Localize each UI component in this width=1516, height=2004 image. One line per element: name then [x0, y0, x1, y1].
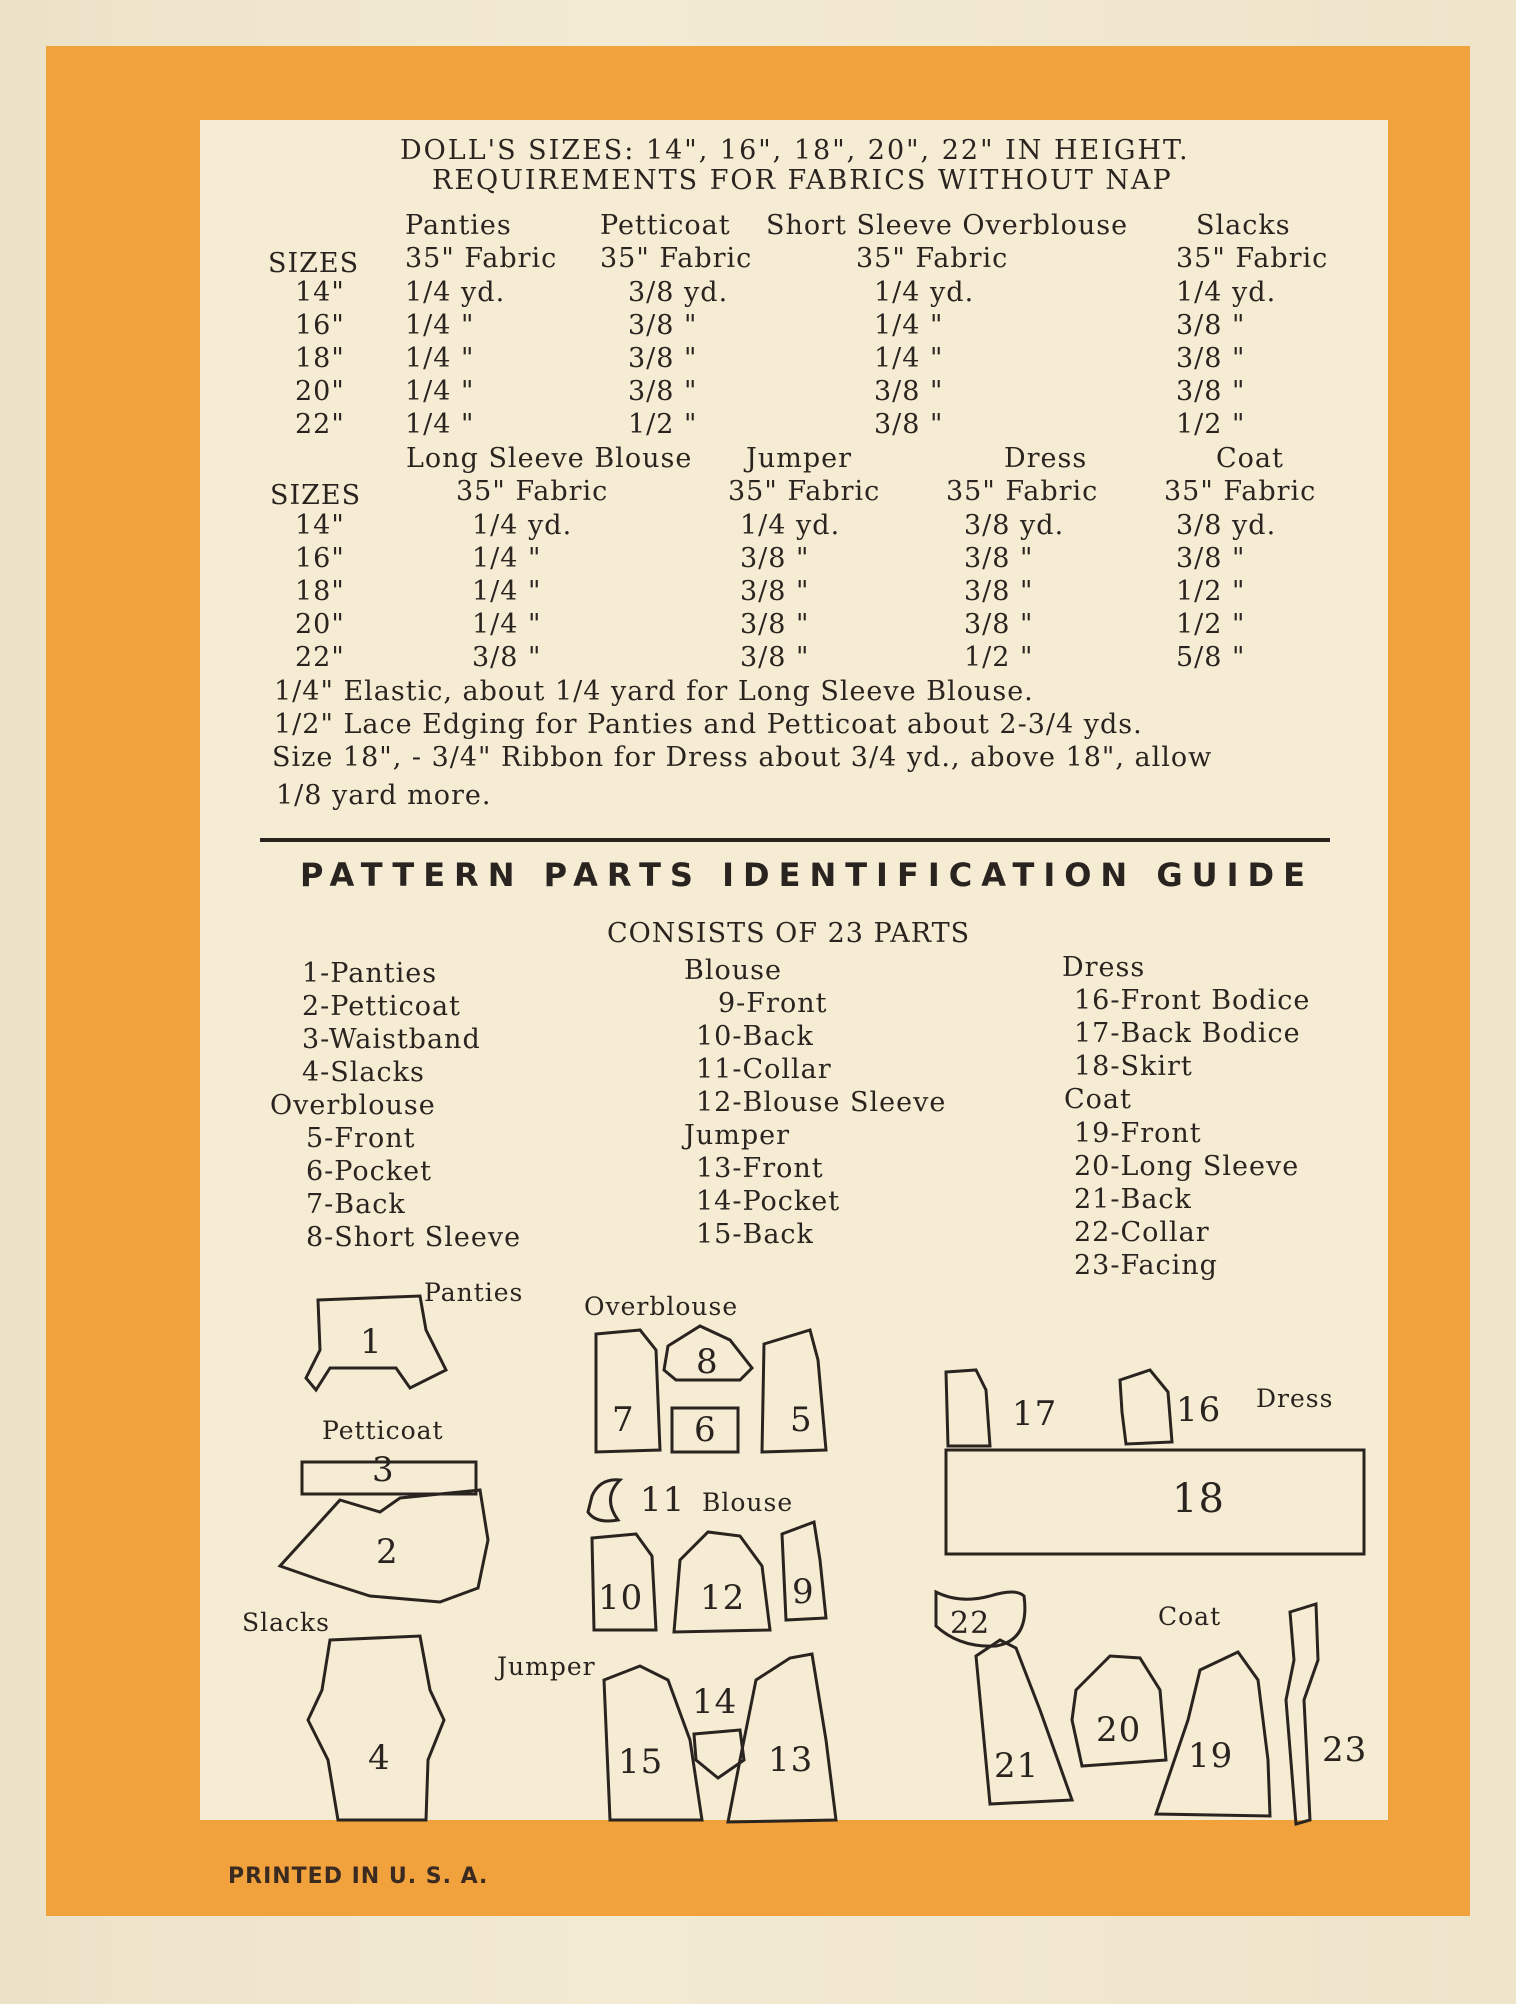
piece-number: 3: [372, 1450, 395, 1490]
list-item: 3-Waistband: [302, 1024, 481, 1055]
value-cell: 1/4 ": [472, 576, 542, 607]
note-elastic: 1/4" Elastic, about 1/4 yard for Long Sleeve Blouse.: [274, 676, 1034, 707]
diagram-label-coat: Coat: [1158, 1602, 1222, 1631]
piece-number: 20: [1096, 1710, 1142, 1750]
value-cell: 1/4 ": [405, 376, 475, 407]
value-cell: 3/8 ": [740, 543, 810, 574]
doll-sizes-heading: DOLL'S SIZES: 14", 16", 18", 20", 22" IN HEIGHT.: [400, 135, 1190, 166]
list-item: 16-Front Bodice: [1074, 985, 1311, 1016]
size-cell: 16": [295, 543, 345, 574]
list-item: 15-Back: [696, 1219, 814, 1250]
list-item: 23-Facing: [1074, 1250, 1218, 1281]
value-cell: 1/2 ": [964, 642, 1034, 673]
list-item: 8-Short Sleeve: [306, 1222, 522, 1253]
piece-number: 9: [792, 1572, 815, 1612]
list-item: 22-Collar: [1074, 1217, 1210, 1248]
piece-number: 5: [790, 1400, 813, 1440]
list-item: 13-Front: [696, 1153, 824, 1184]
printed-in-usa: PRINTED IN U. S. A.: [228, 1864, 489, 1889]
value-cell: 3/8 ": [1176, 310, 1246, 341]
value-cell: 3/8 ": [740, 609, 810, 640]
list-item: 1-Panties: [302, 958, 438, 989]
value-cell: 3/8 ": [628, 376, 698, 407]
diagram-label-jumper: Jumper: [497, 1652, 596, 1681]
value-cell: 1/4 ": [405, 409, 475, 440]
list-group-heading: Coat: [1064, 1084, 1132, 1115]
value-cell: 3/8 ": [1176, 543, 1246, 574]
sizes-label: SIZES: [270, 480, 362, 511]
value-cell: 1/4 yd.: [874, 277, 975, 308]
piece-skirt-shape: [946, 1450, 1364, 1554]
value-cell: 1/2 ": [1176, 609, 1246, 640]
fabric-label: 35" Fabric: [456, 476, 609, 507]
diagram-label-blouse: Blouse: [702, 1488, 794, 1517]
size-cell: 18": [295, 576, 345, 607]
piece-number: 10: [598, 1578, 644, 1618]
value-cell: 3/8 ": [740, 576, 810, 607]
note-ribbon: Size 18", - 3/4" Ribbon for Dress about 3/4 yd., above 18", allow: [272, 742, 1213, 773]
value-cell: 3/8 ": [472, 642, 542, 673]
list-group-heading: Blouse: [684, 955, 782, 986]
guide-title: PATTERN PARTS IDENTIFICATION GUIDE: [300, 856, 1314, 894]
value-cell: 3/8 yd.: [628, 277, 729, 308]
value-cell: 1/2 ": [1176, 576, 1246, 607]
piece-number: 8: [696, 1342, 719, 1382]
col-header-jumper: Jumper: [746, 443, 852, 474]
piece-number: 18: [1172, 1476, 1225, 1522]
piece-number: 13: [768, 1740, 814, 1780]
col-header-coat: Coat: [1216, 443, 1284, 474]
piece-number: 22: [950, 1606, 991, 1641]
value-cell: 1/2 ": [1176, 409, 1246, 440]
col-header-slacks: Slacks: [1196, 210, 1291, 241]
piece-number: 12: [700, 1578, 746, 1618]
fabric-label: 35" Fabric: [600, 243, 753, 274]
piece-number: 21: [994, 1746, 1040, 1786]
piece-number: 17: [1012, 1394, 1058, 1434]
value-cell: 5/8 ": [1176, 642, 1246, 673]
list-item: 14-Pocket: [696, 1186, 841, 1217]
size-cell: 22": [295, 409, 345, 440]
list-item: 4-Slacks: [302, 1057, 425, 1088]
value-cell: 3/8 ": [628, 343, 698, 374]
piece-slacks-shape: [308, 1636, 444, 1820]
value-cell: 1/4 yd.: [405, 277, 506, 308]
piece-number: 15: [618, 1742, 664, 1782]
col-header-overblouse: Short Sleeve Overblouse: [766, 210, 1129, 241]
fabric-label: 35" Fabric: [728, 476, 881, 507]
list-item: 7-Back: [306, 1189, 406, 1220]
piece-blouse-collar-shape: [588, 1480, 620, 1521]
value-cell: 1/4 ": [405, 310, 475, 341]
piece-number: 6: [694, 1410, 717, 1450]
list-item: 5-Front: [306, 1123, 416, 1154]
fabric-label: 35" Fabric: [946, 476, 1099, 507]
piece-number: 11: [640, 1480, 686, 1520]
list-item: 12-Blouse Sleeve: [696, 1087, 947, 1118]
size-cell: 20": [295, 609, 345, 640]
piece-number: 1: [360, 1322, 383, 1362]
value-cell: 3/8 ": [1176, 376, 1246, 407]
piece-number: 2: [376, 1532, 399, 1572]
piece-coat-front-shape: [1156, 1652, 1270, 1816]
piece-number: 14: [692, 1682, 738, 1722]
list-group-heading: Dress: [1062, 952, 1146, 983]
diagram-label-overblouse: Overblouse: [584, 1292, 739, 1321]
fabric-label: 35" Fabric: [1176, 243, 1329, 274]
value-cell: 1/4 ": [472, 609, 542, 640]
list-item: 6-Pocket: [306, 1156, 432, 1187]
value-cell: 3/8 ": [964, 576, 1034, 607]
size-cell: 18": [295, 343, 345, 374]
list-item: 9-Front: [718, 988, 828, 1019]
list-item: 18-Skirt: [1074, 1051, 1193, 1082]
consists-label: CONSISTS OF 23 PARTS: [607, 918, 971, 949]
diagram-label-dress: Dress: [1256, 1384, 1334, 1413]
value-cell: 1/4 yd.: [1176, 277, 1277, 308]
col-header-long-sleeve-blouse: Long Sleeve Blouse: [406, 443, 693, 474]
value-cell: 1/4 yd.: [740, 510, 841, 541]
piece-number: 7: [612, 1400, 635, 1440]
sizes-label: SIZES: [268, 248, 360, 279]
diagram-label-petticoat: Petticoat: [322, 1416, 444, 1445]
piece-number: 16: [1176, 1390, 1222, 1430]
fabric-label: 35" Fabric: [856, 243, 1009, 274]
piece-coat-facing-shape: [1286, 1604, 1318, 1824]
value-cell: 3/8 ": [874, 376, 944, 407]
value-cell: 3/8 yd.: [964, 510, 1065, 541]
size-cell: 16": [295, 310, 345, 341]
value-cell: 3/8 ": [964, 543, 1034, 574]
value-cell: 1/4 ": [405, 343, 475, 374]
piece-number: 23: [1322, 1730, 1368, 1770]
piece-number: 19: [1188, 1736, 1234, 1776]
value-cell: 3/8 ": [740, 642, 810, 673]
value-cell: 1/2 ": [628, 409, 698, 440]
list-item: 17-Back Bodice: [1074, 1018, 1301, 1049]
size-cell: 14": [295, 277, 345, 308]
piece-front-bodice-shape: [1120, 1370, 1172, 1444]
value-cell: 1/4 yd.: [472, 510, 573, 541]
list-item: 10-Back: [696, 1021, 814, 1052]
list-group-heading: Overblouse: [270, 1090, 436, 1121]
piece-back-bodice-shape: [946, 1370, 990, 1446]
note-lace: 1/2" Lace Edging for Panties and Petticoat about 2-3/4 yds.: [274, 709, 1143, 740]
list-group-heading: Jumper: [684, 1120, 790, 1151]
value-cell: 3/8 ": [874, 409, 944, 440]
list-item: 2-Petticoat: [302, 991, 461, 1022]
col-header-panties: Panties: [405, 210, 512, 241]
diagram-label-panties: Panties: [424, 1278, 524, 1307]
col-header-dress: Dress: [1004, 443, 1088, 474]
value-cell: 3/8 yd.: [1176, 510, 1277, 541]
list-item: 21-Back: [1074, 1184, 1192, 1215]
list-item: 11-Collar: [696, 1054, 832, 1085]
col-header-petticoat: Petticoat: [600, 210, 731, 241]
requirements-heading: REQUIREMENTS FOR FABRICS WITHOUT NAP: [432, 165, 1173, 196]
value-cell: 3/8 ": [964, 609, 1034, 640]
size-cell: 14": [295, 510, 345, 541]
note-ribbon-cont: 1/8 yard more.: [276, 780, 492, 811]
value-cell: 1/4 ": [874, 343, 944, 374]
value-cell: 1/4 ": [874, 310, 944, 341]
value-cell: 3/8 ": [1176, 343, 1246, 374]
size-cell: 22": [295, 642, 345, 673]
size-cell: 20": [295, 376, 345, 407]
value-cell: 1/4 ": [472, 543, 542, 574]
diagram-label-slacks: Slacks: [242, 1608, 331, 1637]
piece-jumper-front-shape: [728, 1654, 836, 1822]
value-cell: 3/8 ": [628, 310, 698, 341]
list-item: 20-Long Sleeve: [1074, 1151, 1300, 1182]
list-item: 19-Front: [1074, 1118, 1202, 1149]
fabric-label: 35" Fabric: [1164, 476, 1317, 507]
fabric-label: 35" Fabric: [405, 243, 558, 274]
piece-number: 4: [368, 1738, 391, 1778]
